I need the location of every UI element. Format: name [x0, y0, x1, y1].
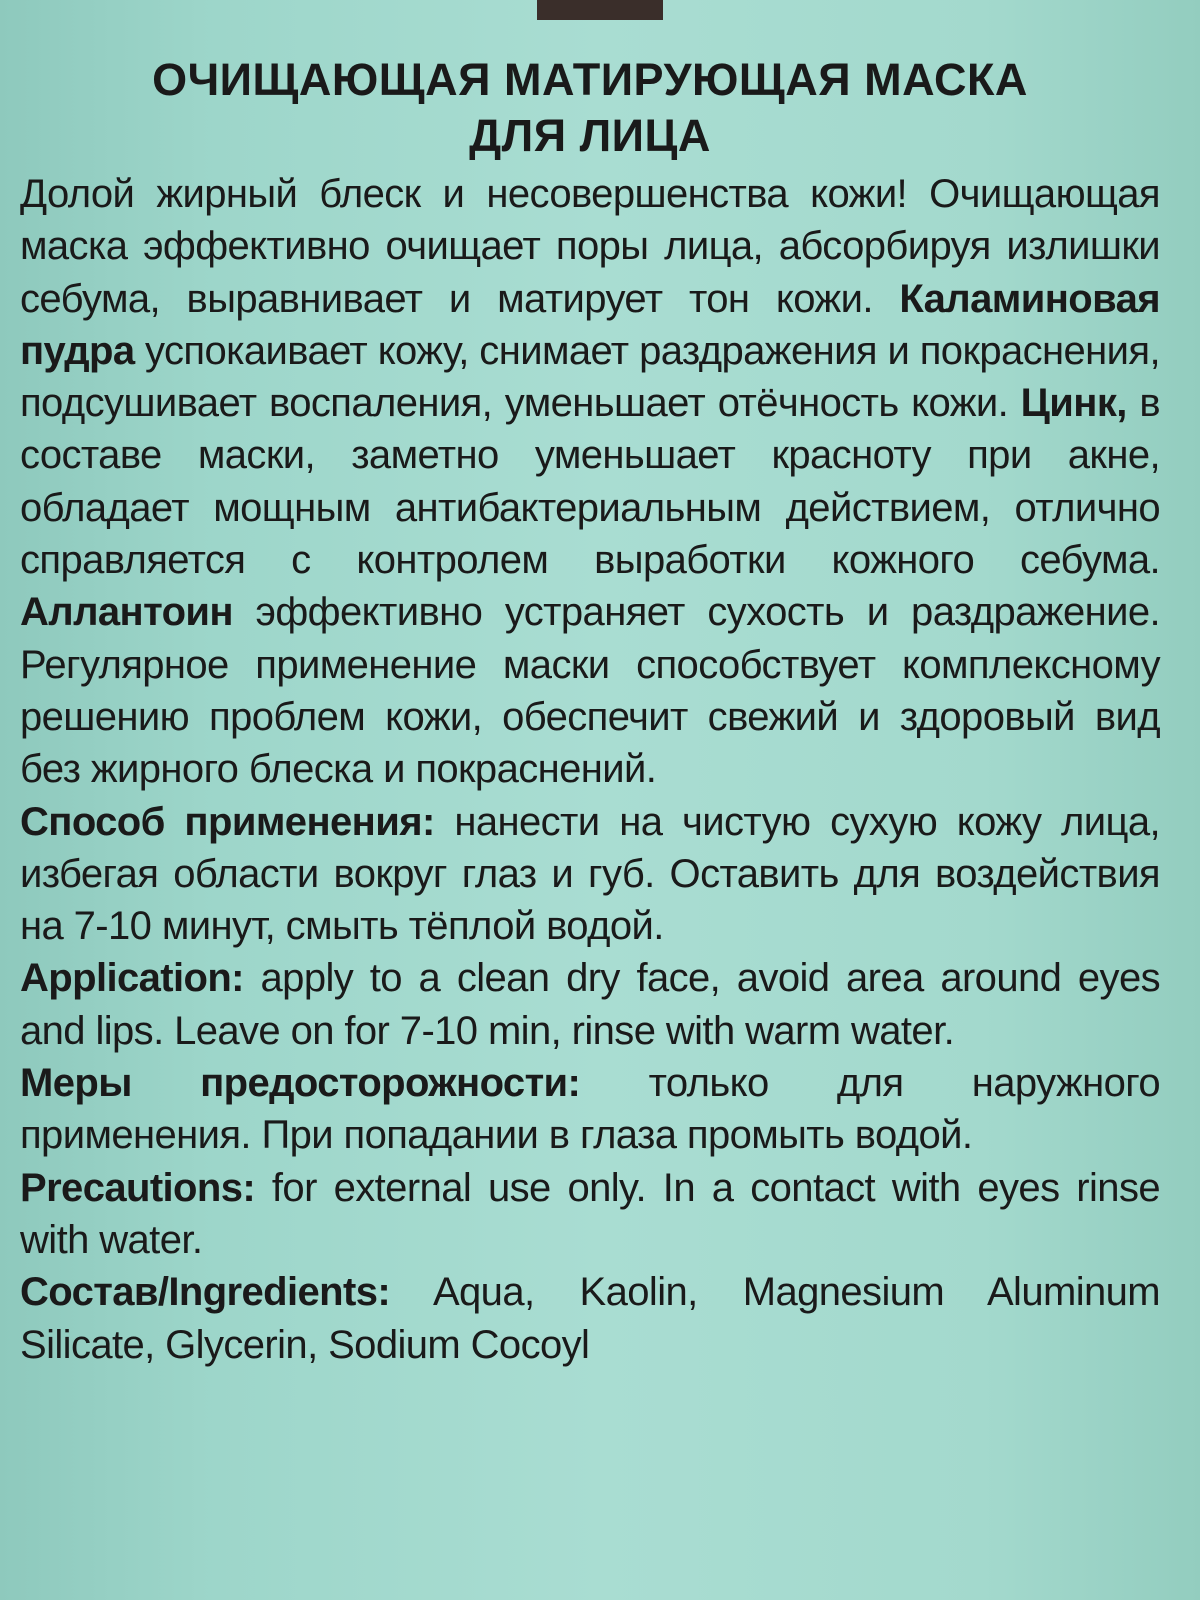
precautions-ru-section	[20, 1057, 1160, 1162]
description-intro: Долой жирный блеск и несовершенства кожи! Очищающая маска эффективно очищает поры лица, абсорбируя излишки себума, выравнивает и матирует тон кожи.	[20, 172, 1160, 321]
description-calamine-text: успокаивает кожу, снимает раздражения и покраснения, подсушивает воспаления, уменьшает отёчность кожи.	[20, 328, 1160, 426]
product-label	[20, 52, 1160, 1371]
package-cap-strip	[537, 0, 663, 20]
product-title-line-2: ДЛЯ ЛИЦА	[469, 110, 711, 161]
usage-en-heading: Application:	[20, 956, 244, 1001]
product-title-line-1: ОЧИЩАЮЩАЯ МАТИРУЮЩАЯ МАСКА	[152, 54, 1028, 105]
precautions-en-section	[20, 1162, 1160, 1267]
usage-en-section	[20, 952, 1160, 1057]
precautions-en-text: for external use only. In a contact with eyes rinse with water.	[20, 1165, 1160, 1262]
precautions-en-heading: Precautions:	[20, 1165, 256, 1210]
ingredients-text: Aqua, Kaolin, Magnesium Aluminum Silicate, Glycerin, Sodium Cocoyl	[20, 1270, 1160, 1367]
allantoin-term: Аллантоин	[20, 590, 233, 635]
ingredients-heading: Состав/Ingredients:	[20, 1270, 391, 1315]
usage-ru-heading: Способ применения:	[20, 799, 435, 844]
usage-ru-text: нанести на чистую сухую кожу лица, избегая области вокруг глаз и губ. Оставить для воздействия на 7-10 минут, смыть тёплой водой.	[20, 799, 1160, 949]
precautions-ru-text: только для наружного применения. При попадании в глаза промыть водой.	[20, 1061, 1160, 1158]
usage-en-text: apply to a clean dry face, avoid area around eyes and lips. Leave on for 7-10 min, rinse with warm water.	[20, 956, 1160, 1053]
calamine-term: Каламиновая пудра	[20, 276, 1160, 373]
precautions-ru-heading: Меры предосторожности:	[20, 1061, 581, 1106]
usage-ru-section	[20, 796, 1160, 953]
zinc-term: Цинк,	[1020, 381, 1127, 426]
description-zinc-text: в составе маски, заметно уменьшает красноту при акне, обладает мощным антибактериальным действием, отлично справляется с контролем выработки кожного себума.	[20, 381, 1160, 583]
product-title	[20, 52, 1160, 164]
description-allantoin-text: эффективно устраняет сухость и раздражение. Регулярное применение маски способствует комплексному решению проблем кожи, обеспечит свежий и здоровый вид без жирного блеска и покраснений.	[20, 590, 1160, 792]
product-description	[20, 168, 1160, 796]
ingredients-section	[20, 1266, 1160, 1371]
